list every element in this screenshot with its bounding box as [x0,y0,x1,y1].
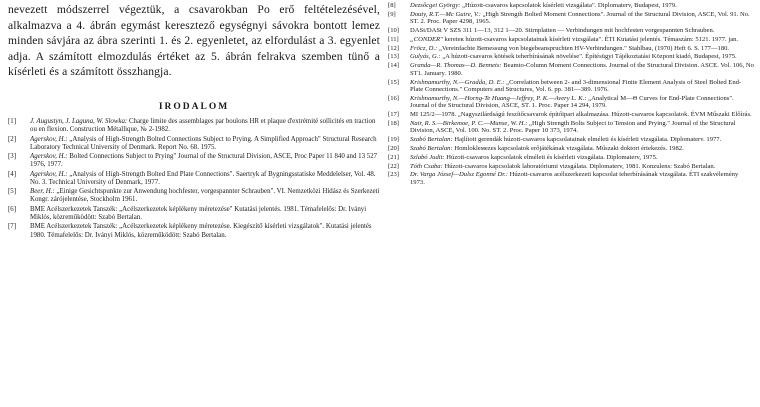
reference-text: Húzott-csavaros kapcsolatok elméleti és kísérleti vizsgálata. Diplomaterv, 1975. [444,153,658,161]
reference-text: kereteк húzott-csavaros kapcsolatainak kísérleti vizsgálata". ÉTI Kutatási jelentés. Témaszám: 5121. 1977. jan. [442,35,739,43]
reference-text: MI 125/2—1978. „Nagyszilárdságú feszítőcsavarok építőipari alkalmazása. Húzott-csavaros kapcsolatok. ÉVM Műszaki Előírás. [410,111,752,119]
reference-number: [22] [388,162,399,170]
reference-number: [15] [388,78,399,86]
reference-text: Húzott-csavaros kapcsolatok laboratóriumi vizsgálata. Diplomaterv, 1981. Konzulens: Szabó Bertalan. [442,162,716,170]
reference-text: Charge limite des assemblages par boulons HR et plaque d'extrémité sollicités en traction ou en flexion. Construction Métallique, № 2-1982. [30,117,376,134]
reference-item [388,62,754,77]
reference-text: „A húzott-csavaros kötések teherbírásának növelése". Építésügyi Tájékoztatási Központ kiadó, Budapest, 1975. [440,53,737,61]
references-heading: IRODALOM [158,101,230,112]
reference-number: [6] [8,205,17,213]
reference-author: Krishnamurthy, N.—Horng-Te Huang—Jeffrey, P. K.—Avery L. K.: [410,94,587,102]
reference-item [388,111,754,119]
reference-item [8,206,380,222]
right-column [388,2,754,188]
reference-text: Hajlított gerendák húzott-csavaros kapcsolatainak elméleti és kísérleti vizsgálata. Diplomaterv. 1977. [452,136,722,144]
reference-author: Agerskov, H.: [30,135,68,143]
reference-item [388,11,754,26]
reference-number: [12] [388,44,399,52]
reference-number: [4] [8,170,17,178]
reference-number: [17] [388,111,399,119]
reference-number: [16] [388,94,399,102]
reference-item [388,154,754,162]
reference-author: Gulyás, G.: [410,53,441,61]
reference-author: Fröcz, D.: [410,44,438,52]
reference-author: Dezsőcgei György: [410,2,461,9]
references-list-right [388,2,754,186]
reference-item [8,171,380,187]
reference-author: Beer, H.: [30,188,55,196]
reference-text: „Analysis of High-Strength Bolted Connections Subject to Prying. A Simplified Approach" Structural Research Laboratory Technical University of Denmark. Report No. 68. 1975. [30,135,377,151]
reference-author: Granda—R. Thomas—D. Bennets: [410,62,502,70]
reference-number: [18] [388,119,399,127]
reference-number: [9] [388,10,396,18]
reference-item [388,2,754,10]
reference-number: [14] [388,62,399,70]
reference-number: [7] [8,223,17,231]
reference-author: Agerskov, H.: [30,153,68,161]
reference-text: „Vereinfachte Bemessung von biegebeanspruchten HV-Verbindungen." Stahlbau, (1970) Heft 6. S. 177—180. [437,44,730,52]
reference-number: [8] [388,2,396,9]
references-list-left [8,118,380,240]
reference-number: [10] [388,27,399,35]
left-column [8,2,380,241]
reference-number: [23] [388,171,399,179]
reference-item [388,27,754,35]
reference-author: Douty, R.T.—Mc Guire, V.: [410,10,481,18]
reference-number: [21] [388,153,399,161]
reference-item [388,53,754,61]
reference-author: Szabó Bertalan: [410,136,453,144]
reference-text: „Analytical M—Θ Curves for End-Plate Connections". Journal of the Structural Division, ASCE, ST. 1. Proc. Paper 14 294, 1979. [410,94,734,110]
body-paragraph: nevezett módszerrel végeztük, a csavarokban Po erő feltételezésével, alkalmazva a 4. ábrán egymást keresztező egységnyi sávokra bontott lemez minden sávjára az ábra szerinti 1. és 2. egyenletet, az elfordulást a 3. egyenlet adja. A számított elmozdulás értéket az 5. ábrán felrakva szemben tünő a kísérleti és a számított összhangja. [8,3,380,79]
reference-text: „High Strength Bolted Moment Connections". Journal of the Structural Division, ASCE, Vol. 91. No. ST. 2. Proc. Paper 4298, 1965. [410,10,750,26]
reference-text: „High Strength Bolts Subject to Tension and Prying." Journal of the Structural Division, ASCE, Vol. 100. No. ST. 2. Proc. Paper 10 373, 1974. [410,119,736,135]
reference-text: DASt/DASt V SZS 311 1—13, 312 1—20. Stirnplatten — Verbindungen mit hochfesten vorgespannten Schrauben. [410,27,715,35]
reference-author: Krishnamurthy, N.—Gradda, D. E.: [410,78,505,86]
reference-item [388,95,754,110]
reference-item [388,171,754,186]
reference-author: Tóth Csaba: [410,162,443,170]
reference-author: Dr. Vargа József—Dulsz Egonné Dr.: [410,171,508,179]
reference-text: BME Acélszerkezetek Tanszék: „Acélszerkezetek képlékeny méretezése" Kutatási jelentés. 1981. Témafelelős: Dr. Iványi Miklós, közreműködött: Szabó Bertalan. [30,205,367,221]
reference-author: Szabó Bertalan: [410,145,453,153]
reference-item [388,163,754,171]
reference-number: [5] [8,188,17,196]
reference-text: „Húzott-csavaros kapcsolatok kísérleti vizsgálata". Diplomaterv, Budapest, 1979. [460,2,677,9]
reference-text: Beamto-Column Moment Connections. Journal of the Structural Division. ASCE. Vol. 106, No ST1. January. 1980. [410,62,754,77]
reference-author: J. Augustyn, J. Laguna, W. Slowka: [30,117,128,125]
reference-item [8,223,380,239]
reference-item [8,153,380,169]
reference-author: „CONDER" [410,35,443,43]
reference-item [388,36,754,44]
reference-author: Szlabó Judit: [410,153,445,161]
reference-text: Bolted Connections Subject to Prying" Journal of the Structural Division, ASCE, Proc Paper 11 840 and 13 527 1976, 1977. [30,153,378,169]
reference-number: [3] [8,153,17,161]
reference-text: „Correlation between 2- and 3-dimensional Finite Element Analysis of Steel Bolted End-Plate Connections." Computers and Structures, Vol. 6. pp. 381—389. 1976. [410,78,742,94]
reference-item [8,136,380,152]
reference-item [8,188,380,204]
reference-text: „Analysis of High-Strength Bolted End Plate Connections". Saertryk af Bygningsstatiske Meddelelser, Vol. 48. No. 3. Technical University of Denmark, 1977. [30,170,376,186]
reference-number: [2] [8,135,17,143]
reference-number: [11] [388,35,399,43]
reference-item [388,79,754,94]
reference-item [388,45,754,53]
reference-item [8,118,380,134]
reference-text: Húzott-csavaros acélszerkezeti kapcsolat teherbírásának vizsgálata. ÉTI szakvéleménу 1973. [410,171,739,186]
reference-text: Homlokleмezes kapcsolatok erőjátékának vizsgálata. Műszaki doktori értekezés. 1982. [452,145,684,153]
reference-number: [20] [388,145,399,153]
reference-item [388,145,754,153]
reference-number: [1] [8,117,17,125]
reference-item [388,136,754,144]
reference-number: [13] [388,53,399,61]
reference-item [388,120,754,135]
reference-author: Agerskov, H.: [30,170,68,178]
reference-author: Nair, R. S.—Birkemoe, P. C.—Munse, W. H.: [410,119,528,127]
reference-number: [19] [388,136,399,144]
reference-text: „Einige Gesichtspunkte zur Anwendung hochfester, vorgespannter Schrauben". VI. Nemzetközi Hídász és Szerkezeti Kongr. zárójelentése, Stockholm 1961. [30,188,380,204]
reference-text: BME Acélszerkezetek Tanszék: „Acélszerkezetek képlékeny méretezése. Kiegészítő kísérleti vizsgálatok". Kutatási jelentés 1980. Témafelelős: Dr. Iványi Miklós, közreműködött: Szabó Bertalan. [30,223,372,239]
